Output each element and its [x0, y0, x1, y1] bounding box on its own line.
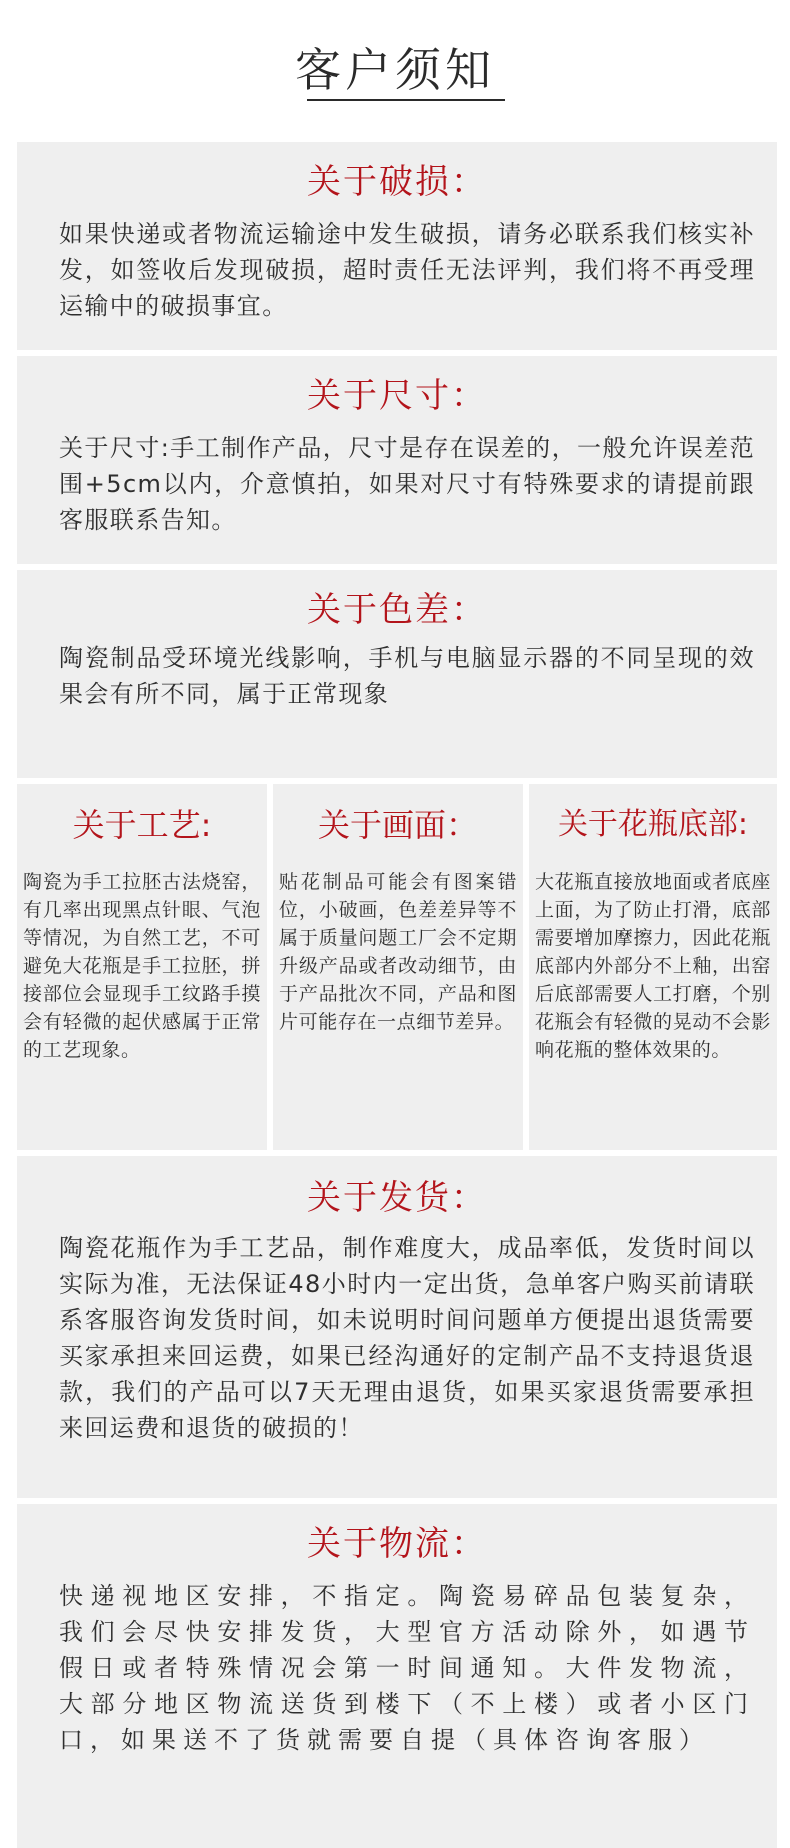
title-underline [307, 99, 505, 101]
section-color-body: 陶瓷制品受环境光线影响，手机与电脑显示器的不同呈现的效果会有所不同，属于正常现象 [59, 644, 755, 708]
section-craft [17, 784, 267, 1150]
section-bottom-heading: 关于花瓶底部: [557, 807, 749, 842]
section-color-heading: 关于色差： [307, 590, 487, 630]
section-damage-body: 如果快递或者物流运输途中发生破损，请务必联系我们核实补发，如签收后发现破损，超时责任无法评判，我们将不再受理运输中的破损事宜。 [59, 220, 755, 320]
section-color [17, 570, 777, 778]
section-surface [273, 784, 523, 1150]
section-size-heading: 关于尺寸： [307, 376, 487, 416]
section-craft-heading: 关于工艺: [72, 806, 212, 844]
page-title: 客户须知 [295, 43, 495, 97]
section-logistics-body: 快递视地区安排，不指定。陶瓷易碎品包装复杂，我们会尽快安排发货，大型官方活动除外，如遇节假日或者特殊情况会第一时间通知。大件发物流，大部分地区物流送货到楼下（不上楼）或者小区门口，如果送不了货就需要自提（具体咨询客服） [59, 1582, 755, 1754]
section-size-body: 关于尺寸:手工制作产品，尺寸是存在误差的，一般允许误差范围+5cm以内，介意慎拍，如果对尺寸有特殊要求的请提前跟客服联系告知。 [59, 434, 755, 534]
section-shipping-heading: 关于发货： [307, 1178, 487, 1218]
section-size [17, 356, 777, 564]
section-logistics-heading: 关于物流： [307, 1524, 487, 1564]
section-damage [17, 142, 777, 350]
section-damage-heading: 关于破损： [307, 162, 487, 202]
section-surface-body: 贴花制品可能会有图案错位，小破画，色差差异等不属于质量问题工厂会不定期升级产品或者改动细节，由于产品批次不同，产品和图片可能存在一点细节差异。 [279, 871, 517, 1033]
section-bottom [529, 784, 777, 1150]
section-craft-body: 陶瓷为手工拉胚古法烧窑，有几率出现黑点针眼、气泡等情况，为自然工艺，不可避免大花瓶是手工拉胚，拼接部位会显现手工纹路手摸会有轻微的起伏感属于正常的工艺现象。 [23, 871, 261, 1061]
section-shipping-body: 陶瓷花瓶作为手工艺品，制作难度大，成品率低，发货时间以实际为准，无法保证48小时内一定出货，急单客户购买前请联系客服咨询发货时间，如未说明时间问题单方便提出退货需要买家承担来回运费，如果已经沟通好的定制产品不支持退货退款，我们的产品可以7天无理由退货，如果买家退货需要承担来回运费和退货的破损的！ [59, 1234, 755, 1442]
section-shipping [17, 1156, 777, 1498]
section-surface-heading: 关于画面： [317, 806, 478, 844]
section-logistics [17, 1504, 777, 1848]
section-bottom-body: 大花瓶直接放地面或者底座上面，为了防止打滑，底部需要增加摩擦力，因此花瓶底部内外部分不上釉，出窑后底部需要人工打磨，个别花瓶会有轻微的晃动不会影响花瓶的整体效果的。 [535, 871, 771, 1061]
